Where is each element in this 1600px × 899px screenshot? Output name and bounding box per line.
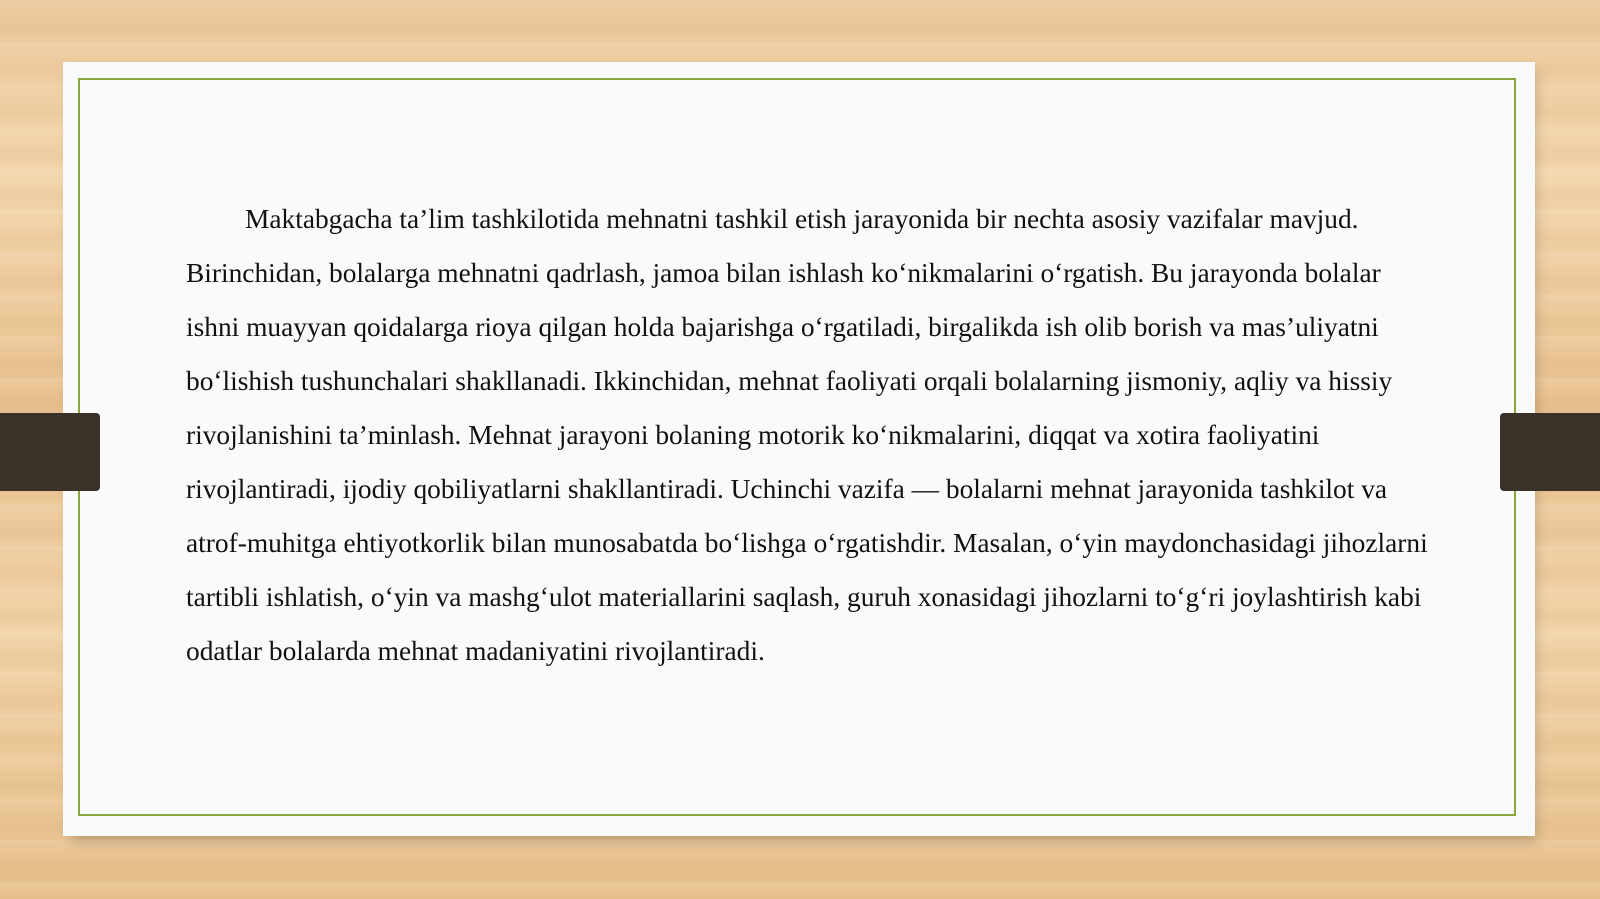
slide-body-paragraph: Maktabgacha ta’lim tashkilotida mehnatni tashkil etish jarayonida bir nechta asosiy vazifalar mavjud. Birinchidan, bolalarga mehnatni qadrlash, jamoa bilan ishlash ko‘nikmalarini o‘rgatish. Bu jarayonda bolalar ishni muayyan qoidalarga rioya qilgan holda bajarishga o‘rgatiladi, birgalikda ish olib borish va mas’uliyatni bo‘lishish tushunchalari shakllanadi. Ikkinchidan, mehnat faoliyati orqali bolalarning jismoniy, aqliy va hissiy rivojlanishini ta’minlash. Mehnat jarayoni bolaning motorik ko‘nikmalarini, diqqat va xotira faoliyatini rivojlantiradi, ijodiy qobiliyatlarni shakllantiradi. Uchinchi vazifa — bolalarni mehnat jarayonida tashkilot va atrof-muhitga ehtiyotkorlik bilan munosabatda bo‘lishga o‘rgatishdir. Masalan, o‘yin maydonchasidagi jihozlarni tartibli ishlatish, o‘yin va mashg‘ulot materiallarini saqlash, guruh xonasidagi jihozlarni to‘g‘ri joylashtirish kabi odatlar bolalarda mehnat madaniyatini rivojlantiradi. [186, 204, 1428, 666]
right-binder-tab [1500, 413, 1600, 491]
left-binder-tab [0, 413, 100, 491]
